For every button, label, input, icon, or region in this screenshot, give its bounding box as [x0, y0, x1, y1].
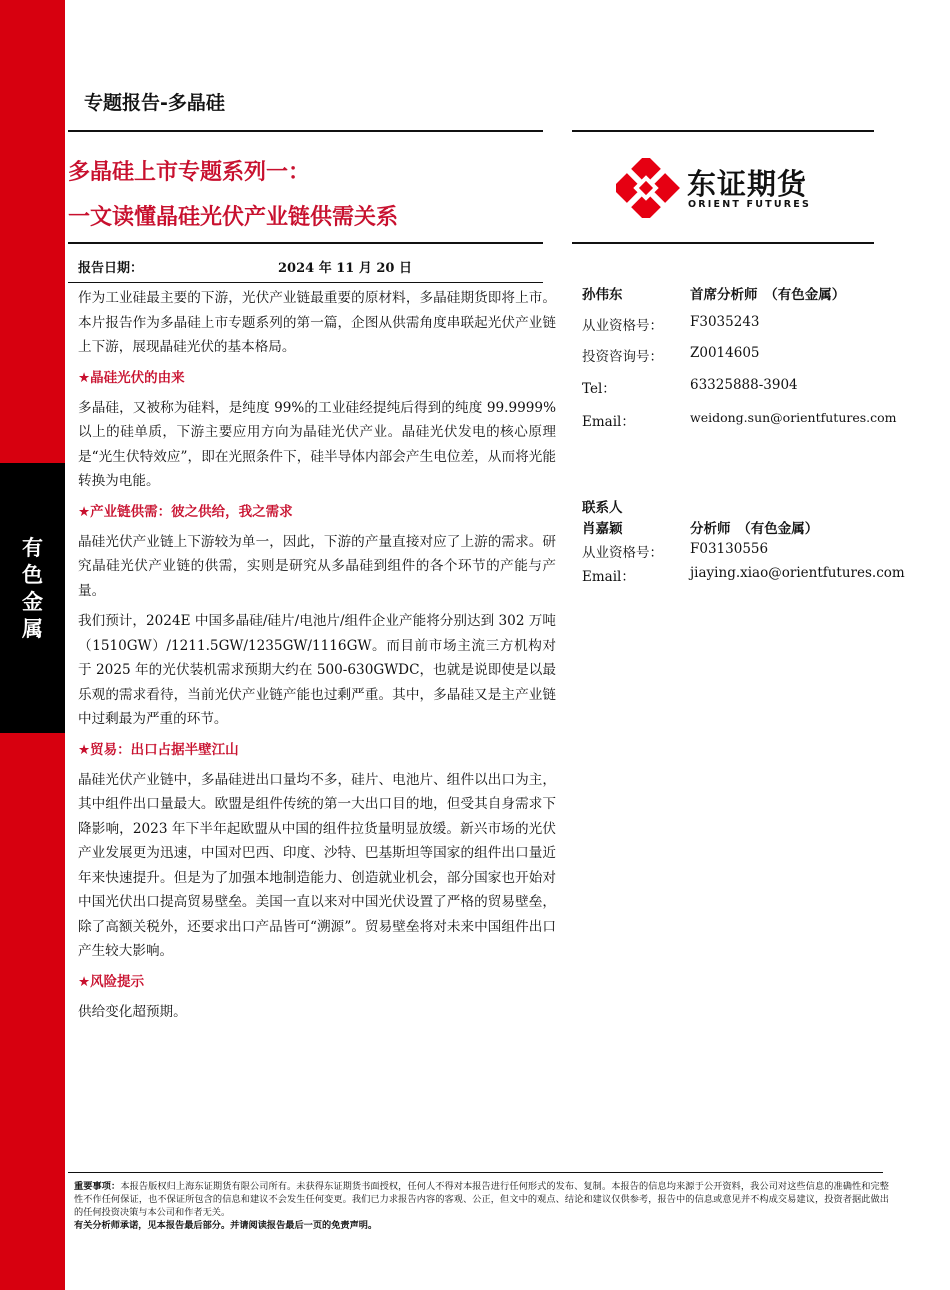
- analyst-role: 首席分析师 （有色金属）: [690, 287, 846, 303]
- divider: [68, 282, 543, 283]
- consult-label: 投资咨询号：: [582, 349, 663, 365]
- analyst-commitment-note: 有关分析师承诺，见本报告最后部分。并请阅读报告最后一页的免责声明。: [74, 1220, 378, 1231]
- cert-label: 从业资格号：: [582, 545, 663, 561]
- email-link[interactable]: weidong.sun@orientfutures.com: [690, 410, 897, 425]
- side-category-label: 有 色 金 属: [22, 536, 43, 641]
- intro-paragraph: 作为工业硅最主要的下游，光伏产业链最重要的原材料，多晶硅期货即将上市。本片报告作为多晶硅上市专题系列的第一篇，企图从供需角度串联起光伏产业链上下游，展现晶硅光伏的基本格局。: [78, 290, 556, 355]
- notice-text: 本报告版权归上海东证期货有限公司所有。未获得东证期货书面授权，任何人不得对本报告进行任何形式的发布、复制。本报告的信息均来源于公开资料，我公司对这些信息的准确性和完整性不作任何保证，也不保证所包含的信息和建议不会发生任何变更。我们已力求报告内容的客观、公正，但文中的观点、结论和建议仅供参考，报告中的信息或意见并不构成交易建议，投资者据此做出的任何投资决策与本公司和作者无关。: [74, 1181, 889, 1218]
- email-link[interactable]: jiaying.xiao@orientfutures.com: [690, 565, 905, 581]
- divider: [68, 130, 543, 132]
- report-type-title: 专题报告-多晶硅: [84, 92, 225, 114]
- cert-value: F03130556: [690, 541, 769, 557]
- tel-label: Tel：: [582, 381, 616, 397]
- section-title: ★产业链供需：彼之供给，我之需求: [78, 503, 293, 520]
- report-date-row: [68, 257, 543, 281]
- cert-value: F3035243: [690, 314, 760, 330]
- email-label: Email：: [582, 414, 635, 430]
- paragraph: 我们预计，2024E 中国多晶硅/硅片/电池片/组件企业产能将分别达到 302 万吨（1510GW）/1211.5GW/1235GW/1116GW。而目前市场主流三方机构对于 2025 年的光伏装机需求预期大约在 500-630GWDC，也就是说即使是以最乐观的需求看待，当前光伏产业链产能也过剩严重。其中，多晶硅又是主产业链中过剩最为严重的环节。: [78, 613, 556, 727]
- email-label: Email：: [582, 569, 635, 585]
- contact-label: 联系人: [582, 500, 623, 516]
- paragraph: 多晶硅，又被称为硅料，是纯度 99%的工业硅经提纯后得到的纯度 99.9999%以上的硅单质，下游主要应用方向为晶硅光伏产业。晶硅光伏发电的核心原理是“光生伏特效应”，即在光照条件下，硅半导体内部会产生电位差，从而将光能转换为电能。: [78, 399, 556, 489]
- logo-name-en: ORIENT FUTURES: [688, 199, 811, 210]
- analyst-name: 孙伟东: [582, 287, 623, 303]
- report-summary: [78, 286, 556, 1030]
- report-title-line2: 一文读懂晶硅光伏产业链供需关系: [68, 205, 399, 230]
- divider: [68, 242, 543, 244]
- consult-value: Z0014605: [690, 345, 760, 361]
- disclaimer: [74, 1180, 889, 1232]
- analyst-role: 分析师 （有色金属）: [690, 521, 819, 537]
- section-title: ★风险提示: [78, 973, 145, 990]
- divider: [572, 242, 874, 244]
- notice-label: 重要事项：: [74, 1181, 121, 1192]
- report-title-line1: 多晶硅上市专题系列一：: [68, 160, 311, 185]
- paragraph: 晶硅光伏产业链上下游较为单一，因此，下游的产量直接对应了上游的需求。研究晶硅光伏产业链的供需，实则是研究从多晶硅到组件的各个环节的产能与产量。: [78, 533, 556, 599]
- logo-name-cn: 东证期货: [687, 167, 808, 201]
- divider: [68, 1172, 883, 1173]
- disclaimer-text: [74, 1180, 889, 1219]
- paragraph: 晶硅光伏产业链中，多晶硅进出口量均不多，硅片、电池片、组件以出口为主，其中组件出口量最大。欧盟是组件传统的第一大出口目的地，但受其自身需求下降影响，2023 年下半年起欧盟从中国的组件拉货量明显放缓。新兴市场的光伏产业发展更为迅速，中国对巴西、印度、沙特、巴基斯坦等国家的组件出口量近年来快速提升。但是为了加强本地制造能力、创造就业机会，部分国家也开始对中国光伏出口提高贸易壁垒。美国一直以来对中国光伏设置了严格的贸易壁垒，除了高额关税外，还要求出口产品皆可“溯源”。贸易壁垒将对未来中国组件出口产生较大影响。: [78, 771, 556, 959]
- analyst-name: 肖嘉颖: [582, 521, 623, 537]
- date-value: 2024 年 11 月 20 日: [278, 261, 412, 276]
- date-label: 报告日期：: [78, 261, 144, 276]
- section-title: ★晶硅光伏的由来: [78, 369, 185, 386]
- divider: [572, 130, 874, 132]
- section-title: ★贸易：出口占据半壁江山: [78, 741, 239, 758]
- cert-label: 从业资格号：: [582, 318, 663, 334]
- tel-value: 63325888-3904: [690, 377, 798, 393]
- paragraph: 供给变化超预期。: [78, 1003, 187, 1020]
